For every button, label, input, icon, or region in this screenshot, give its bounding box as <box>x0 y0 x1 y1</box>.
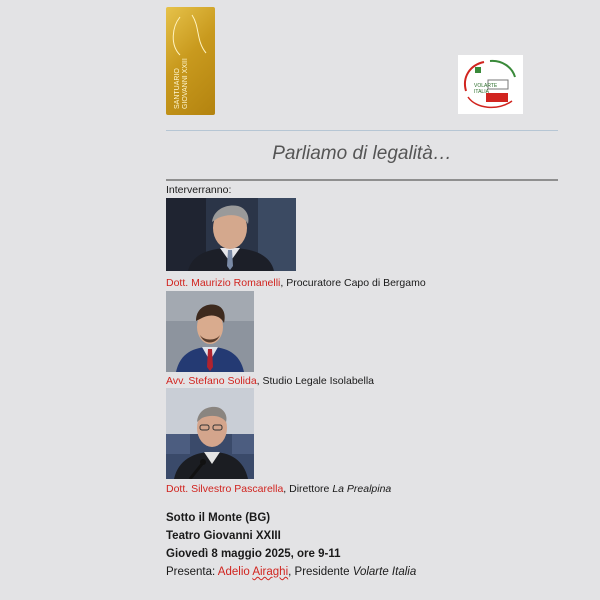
logo-text <box>166 7 215 115</box>
intro-label: Interverranno: <box>166 184 232 196</box>
presenter-first-name: Adelio <box>217 566 250 578</box>
event-date: Giovedì 8 maggio 2025, ore 9-11 <box>166 548 341 560</box>
speaker-role-1: , Procuratore Capo di Bergamo <box>280 277 426 289</box>
logo-line-1: SANTUARIO <box>174 68 181 109</box>
speaker-caption-3 <box>166 483 391 495</box>
speaker-caption-2 <box>166 375 374 387</box>
volarte-text-bottom: ITALIA <box>474 89 489 95</box>
top-divider <box>166 130 558 131</box>
speaker-role-2: , Studio Legale Isolabella <box>256 375 375 387</box>
presenter-label: Presenta: <box>166 566 218 578</box>
presenter-role: , Presidente <box>288 566 353 578</box>
event-details <box>166 509 416 581</box>
event-presenter <box>166 563 416 581</box>
volarte-text <box>474 83 497 95</box>
speaker-photo-solida <box>166 291 254 372</box>
volarte-text-top: VOLARTE <box>474 83 498 89</box>
speaker-photo-pascarella <box>166 388 254 479</box>
speaker-photo-romanelli <box>166 198 296 271</box>
event-place: Sotto il Monte (BG) <box>166 512 271 524</box>
speaker-name-2: Avv. Stefano Solida <box>166 375 257 387</box>
volarte-logo <box>458 55 523 114</box>
speaker-caption-1 <box>166 277 426 289</box>
speaker-name-3: Dott. Silvestro Pascarella <box>166 483 284 495</box>
speaker-role-3-org: La Prealpina <box>332 483 392 495</box>
page-title: Parliamo di legalità… <box>272 143 452 164</box>
santuario-logo <box>166 7 215 115</box>
speaker-role-3: , Direttore <box>283 483 333 495</box>
event-venue: Teatro Giovanni XXIII <box>166 530 281 542</box>
title-divider <box>166 179 558 181</box>
logo-line-2: GIOVANNI XXIII <box>182 58 189 109</box>
presenter-org: Volarte Italia <box>352 566 417 578</box>
presenter-last-name: Airaghi <box>252 566 289 578</box>
speaker-name-1: Dott. Maurizio Romanelli <box>166 277 281 289</box>
